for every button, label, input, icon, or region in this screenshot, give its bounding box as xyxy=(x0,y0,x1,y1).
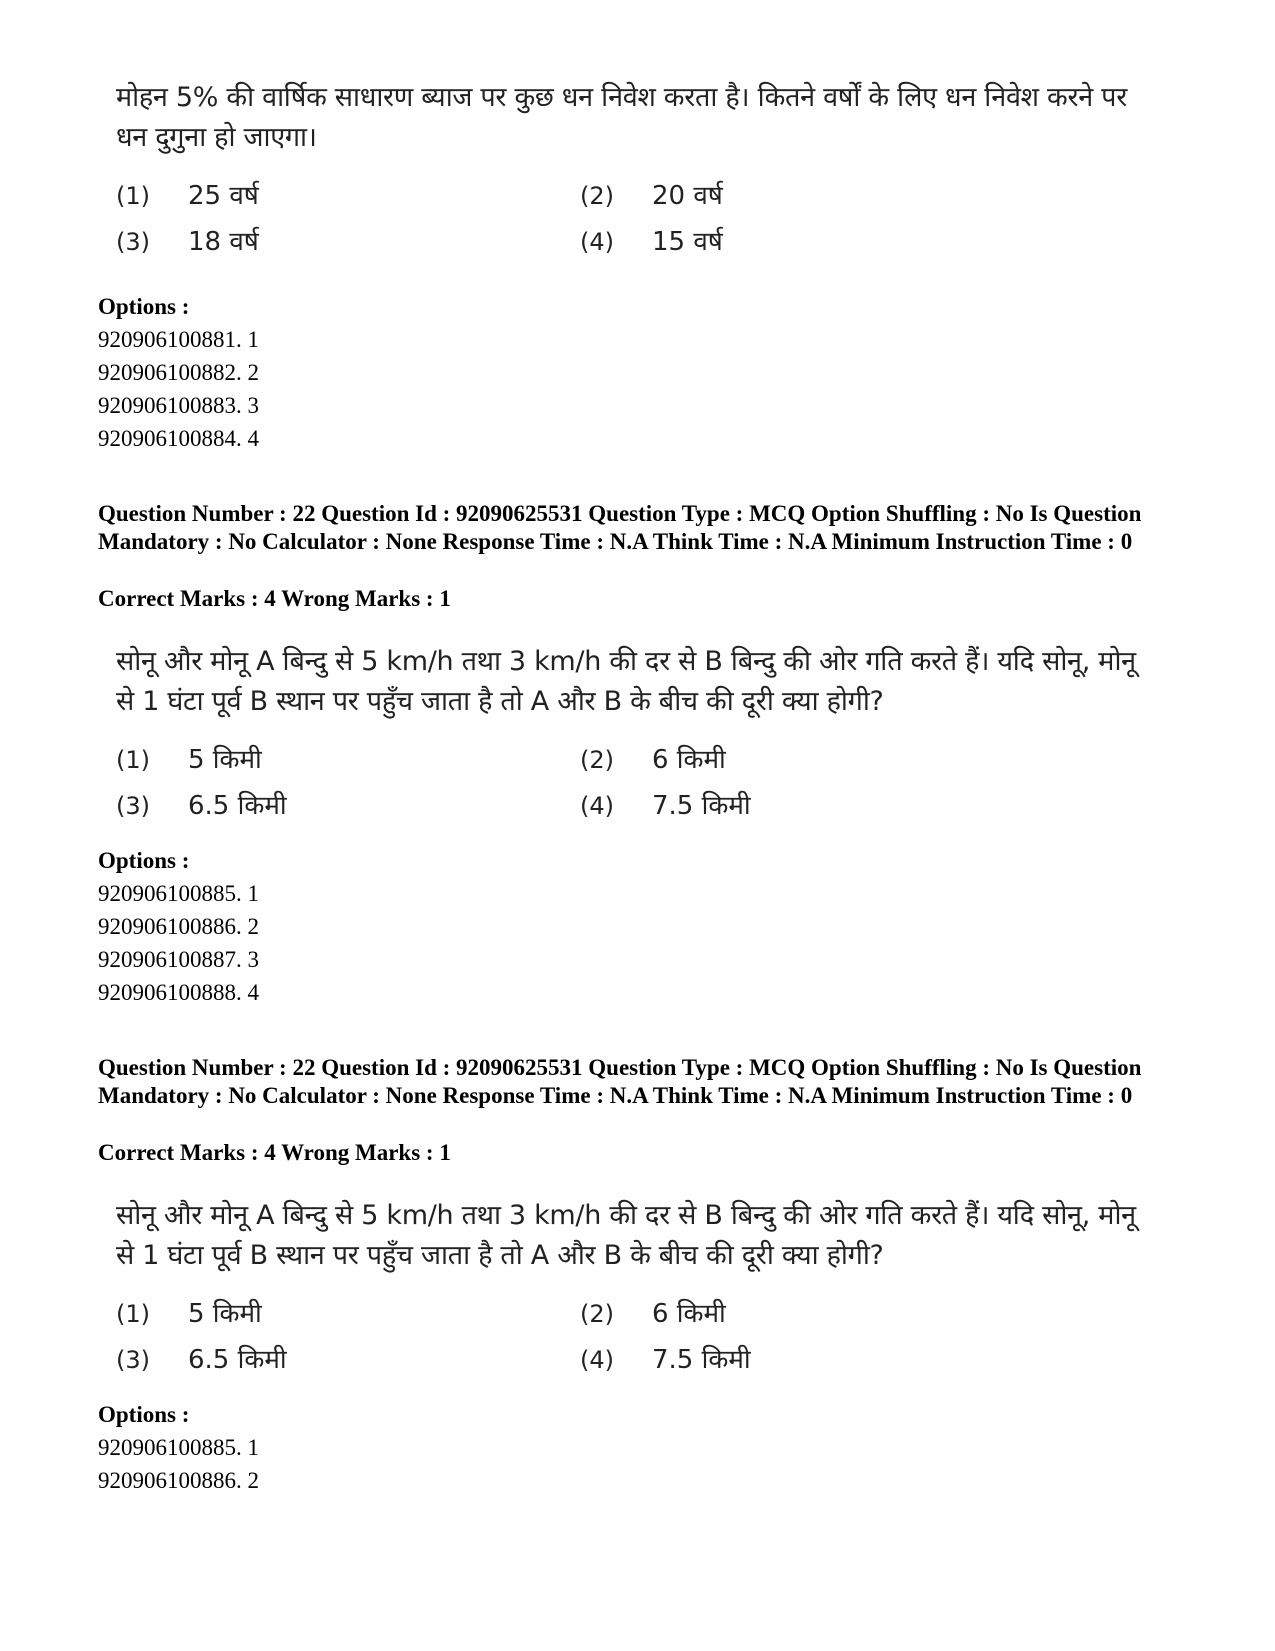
options-label: Options : xyxy=(98,848,190,873)
choice-number: (1) xyxy=(116,1300,150,1328)
choice-number: (1) xyxy=(116,746,150,774)
question-text: सोनू और मोनू A बिन्दु से 5 km/h तथा 3 km/h की दर से B बिन्दु की ओर गति करते हैं। यदि सोनू, मोनू से 1 घंटा पूर्व B स्थान पर पहुँच जाता है तो A और B के बीच की दूरी क्या होगी? xyxy=(116,646,1136,717)
choice-number: (3) xyxy=(116,1346,150,1374)
choice-2 xyxy=(580,740,726,776)
choice-number: (3) xyxy=(116,792,150,820)
option-id: 920906100886. 2 xyxy=(98,914,259,939)
question-text: सोनू और मोनू A बिन्दु से 5 km/h तथा 3 km/h की दर से B बिन्दु की ओर गति करते हैं। यदि सोनू, मोनू से 1 घंटा पूर्व B स्थान पर पहुँच जाता है तो A और B के बीच की दूरी क्या होगी? xyxy=(116,1200,1136,1271)
choice-number: (4) xyxy=(580,1346,614,1374)
choice-number: (2) xyxy=(580,746,614,774)
option-id: 920906100887. 3 xyxy=(98,947,259,972)
choice-value: 5 किमी xyxy=(188,745,262,775)
choice-number: (4) xyxy=(580,792,614,820)
question-marks: Correct Marks : 4 Wrong Marks : 1 xyxy=(98,586,451,611)
question-meta: Question Number : 22 Question Id : 92090625531 Question Type : MCQ Option Shuffling : No Is Question Mandatory : No Calculator : None Response Time : N.A Think Time : N.A Minimum Instruction Time : 0 xyxy=(98,1055,1142,1108)
choice-3 xyxy=(116,222,259,258)
choice-value: 6.5 किमी xyxy=(188,791,287,821)
option-id: 920906100882. 2 xyxy=(98,360,259,385)
choice-2 xyxy=(580,176,723,212)
choice-2 xyxy=(580,1294,726,1330)
choice-value: 25 वर्ष xyxy=(188,181,259,211)
choice-number: (2) xyxy=(580,1300,614,1328)
choice-value: 6 किमी xyxy=(652,1299,726,1329)
choice-number: (4) xyxy=(580,228,614,256)
choice-1 xyxy=(116,176,259,212)
choice-4 xyxy=(580,786,751,822)
choice-1 xyxy=(116,1294,262,1330)
choice-value: 6 किमी xyxy=(652,745,726,775)
choice-number: (1) xyxy=(116,182,150,210)
choice-number: (3) xyxy=(116,228,150,256)
option-id: 920906100883. 3 xyxy=(98,393,259,418)
choice-value: 7.5 किमी xyxy=(652,1345,751,1375)
choice-value: 15 वर्ष xyxy=(652,227,723,257)
question-meta: Question Number : 22 Question Id : 92090625531 Question Type : MCQ Option Shuffling : No Is Question Mandatory : No Calculator : None Response Time : N.A Think Time : N.A Minimum Instruction Time : 0 xyxy=(98,501,1142,554)
choice-4 xyxy=(580,1340,751,1376)
choice-value: 5 किमी xyxy=(188,1299,262,1329)
options-label: Options : xyxy=(98,294,190,319)
option-id: 920906100884. 4 xyxy=(98,426,259,451)
option-id: 920906100885. 1 xyxy=(98,881,259,906)
option-id: 920906100888. 4 xyxy=(98,980,259,1005)
choice-value: 20 वर्ष xyxy=(652,181,723,211)
option-id: 920906100886. 2 xyxy=(98,1468,259,1493)
choice-3 xyxy=(116,1340,287,1376)
choice-value: 7.5 किमी xyxy=(652,791,751,821)
options-label: Options : xyxy=(98,1402,190,1427)
choice-value: 6.5 किमी xyxy=(188,1345,287,1375)
question-marks: Correct Marks : 4 Wrong Marks : 1 xyxy=(98,1140,451,1165)
choice-value: 18 वर्ष xyxy=(188,227,259,257)
choice-number: (2) xyxy=(580,182,614,210)
choice-4 xyxy=(580,222,723,258)
option-id: 920906100885. 1 xyxy=(98,1435,259,1460)
choice-3 xyxy=(116,786,287,822)
question-text: मोहन 5% की वार्षिक साधारण ब्याज पर कुछ धन निवेश करता है। कितने वर्षों के लिए धन निवेश करने पर धन दुगुना हो जाएगा। xyxy=(116,82,1127,153)
option-id: 920906100881. 1 xyxy=(98,327,259,352)
choice-1 xyxy=(116,740,262,776)
